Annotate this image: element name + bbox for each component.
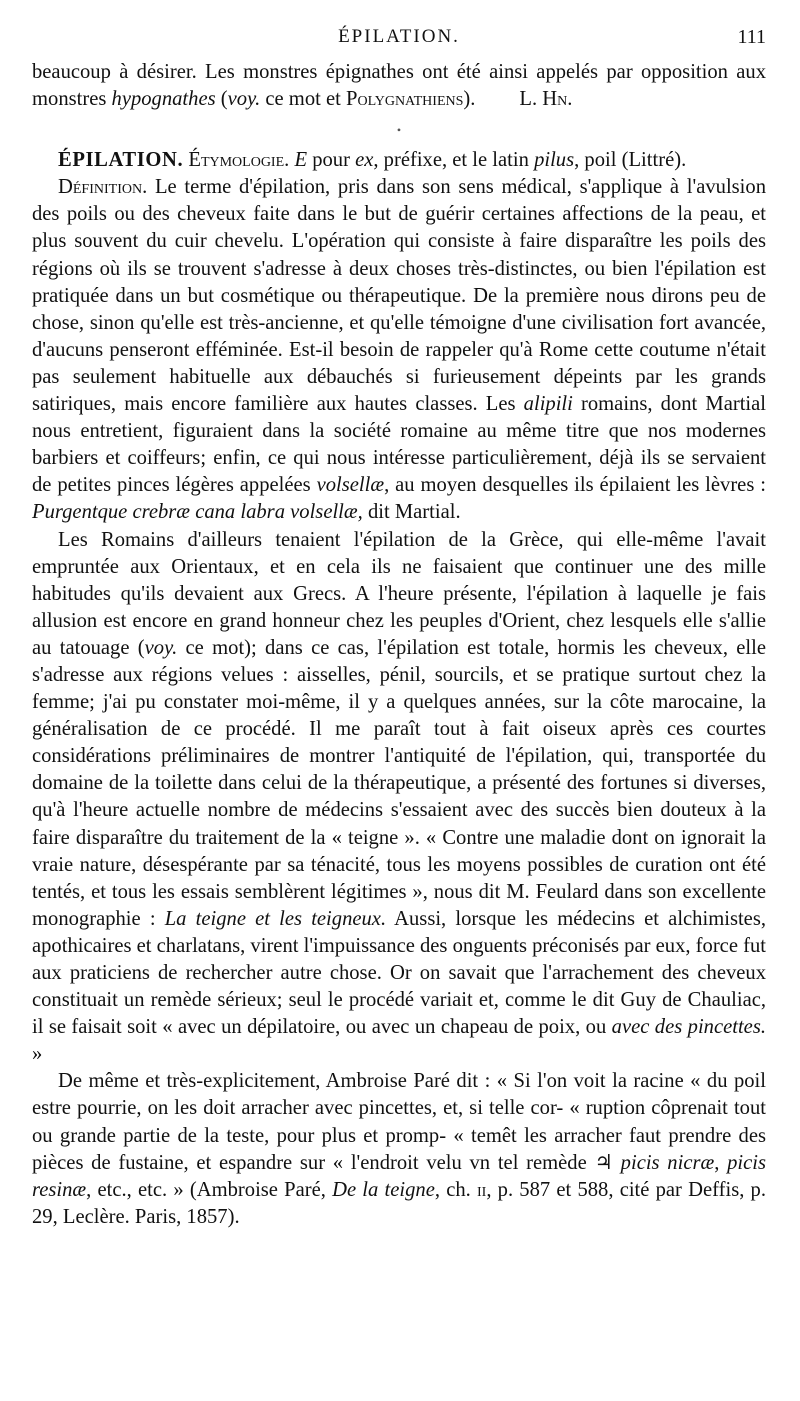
text-run: , préfixe, et le latin	[373, 149, 535, 172]
italic-term: alipili	[523, 393, 573, 416]
italic-term: picis nicræ	[620, 1151, 715, 1174]
text-run: dit Martial.	[362, 501, 461, 524]
text-run: ce mot et	[260, 88, 347, 111]
text-run: De même et très-explicitement, Ambroise Paré dit : « Si l'on voit la racine « du poil estre pourrie, on les doit arracher avec pincettes, et, si telle cor- « ruption côprenait tout ou grande partie de la teste, pour plus et promp- « temêt les arracher faut prendre des pièces de fustaine, et espandre sur « l'endroit velu vn tel remède	[32, 1070, 766, 1174]
entry-headword: ÉPILATION.	[58, 149, 184, 172]
etymology-label: Étymologie.	[188, 149, 290, 172]
italic-term: hypognathes	[111, 88, 216, 111]
text-run: , etc., etc. » (Ambroise Paré,	[86, 1178, 333, 1201]
text-run: ).	[463, 88, 476, 111]
text-run: , p. 587 et 588, cité par Deffis, p. 29, Leclère. Paris, 1857).	[32, 1178, 767, 1228]
italic-term: pilus	[534, 149, 575, 172]
text-run: ,	[714, 1151, 728, 1174]
italic-term: picis resinæ	[32, 1151, 767, 1201]
cross-reference: Polygnathiens	[346, 88, 464, 111]
text-run: , ch.	[434, 1178, 477, 1201]
text-run: Aussi, lorsque les médecins et alchimistes, apothicaires et charlatans, virent l'impuissance des onguents préconisés par eux, force fut aux praticiens de rechercher autre chose. Or on savait que l'arrachement des cheveux constituait un remède sérieux; seul le procédé variait et, comme le dit Guy de Chauliac, il se faisait soit « avec un dépilatoire, ou avec un chapeau de poix, ou	[32, 907, 766, 1039]
italic-term: ex	[355, 149, 374, 172]
text-run: , poil (Littré).	[574, 149, 687, 172]
text-run: romains, dont Martial nous entretient, figuraient dans la société romaine au même titre que nos modernes barbiers et coiffeurs; enfin, ce qui nous intéresse particulièrement, déjà ils se servaient de petites pinces légères appelées	[32, 393, 767, 497]
chapter-number: ii	[476, 1178, 487, 1201]
text-run: Les Romains d'ailleurs tenaient l'épilation de la Grèce, qui elle-même l'avait empruntée aux Orientaux, et en cela ils ne faisaient que continuer une des mille habitudes qu'ils devaient aux Grecs. A l'heure présente, l'épilation à laquelle je fais allusion est encore en grand honneur chez les peuples d'Orient, chez lesquels elle s'allie au tatouage (	[32, 528, 766, 659]
text-run: beaucoup à désirer. Les monstres épignathes ont été ainsi appelés par opposition aux monstres	[32, 61, 766, 111]
page-header	[32, 26, 766, 56]
text-run: ce mot); dans ce cas, l'épilation est totale, hormis les cheveux, elle s'adresse aux régions velues : aisselles, pénil, sourcils, et se pratique surtout chez la femme; j'ai pu constater moi-même, il y a quelques années, sur la côte marocaine, la généralisation de ce procédé. Il me paraît tout à fait oiseux après ces courtes considérations préliminaires de montrer l'antiquité de l'épilation, qui, transportée du domaine de la toilette dans celui de la thérapeutique, a présenté des fortunes si diverses, qu'à l'heure actuelle nombre de médecins s'essaient avec des succès bien douteux à la faire disparaître du traitement de la « teigne ». « Contre une maladie dont on ignorait la vraie nature, désespérante par sa ténacité, tous les moyens possibles de curation ont été tentés, et tous les essais semblèrent légitimes », nous dit M. Feulard dans son excellente monographie :	[32, 636, 766, 930]
see-abbrev: voy.	[227, 88, 261, 111]
italic-quote: avec des pincettes.	[611, 1016, 766, 1039]
pare-quotation-paragraph	[32, 1068, 766, 1231]
recipe-symbol: ♃	[594, 1151, 613, 1174]
body-text	[32, 59, 766, 1231]
definition-paragraph	[32, 174, 766, 526]
cited-title: De la teigne	[332, 1178, 435, 1201]
italic-term: E	[294, 149, 308, 172]
text-run	[613, 1152, 621, 1174]
page-number: 111	[737, 26, 766, 48]
text-run: , au moyen desquelles ils épilaient les lèvres :	[384, 474, 766, 497]
text-run: »	[32, 1043, 43, 1066]
cited-title: La teigne et les teigneux.	[164, 907, 387, 930]
entry-separator: •	[396, 123, 402, 138]
see-abbrev: voy.	[144, 636, 178, 659]
text-run: pour	[307, 149, 356, 172]
latin-quotation: Purgentque crebræ cana labra volsellæ,	[32, 501, 363, 524]
author-signature: L. Hn.	[519, 88, 573, 111]
running-head: ÉPILATION.	[338, 26, 460, 47]
history-paragraph	[32, 527, 766, 1069]
previous-entry-ending	[32, 59, 766, 113]
text-run: Le terme d'épilation, pris dans son sens médical, s'applique à l'avulsion des poils ou des cheveux faite dans le but de guérir certaines affections de la peau, et plus souvent du cuir chevelu. L'opération qui consiste à faire disparaître les poils des régions où ils se trouvent s'adresse à deux choses très-distinctes, ou bien l'épilation est pratiquée dans un but cosmétique ou thérapeutique. De la première nous dirons peu de chose, sinon qu'elle est très-ancienne, et qu'elle témoigne d'une civilisation fort avancée, d'aucuns penseront efféminée. Est-il besoin de rappeler qu'à Rome cette coutume n'était pas seulement habituelle aux débauchés si furieusement dépeints par les grands satiriques, mais encore familière aux hautes classes. Les	[32, 176, 766, 416]
italic-term: volsellæ	[316, 474, 385, 497]
etymology-paragraph	[32, 147, 766, 174]
text-run: (	[215, 88, 228, 111]
definition-label: Définition.	[58, 176, 148, 199]
